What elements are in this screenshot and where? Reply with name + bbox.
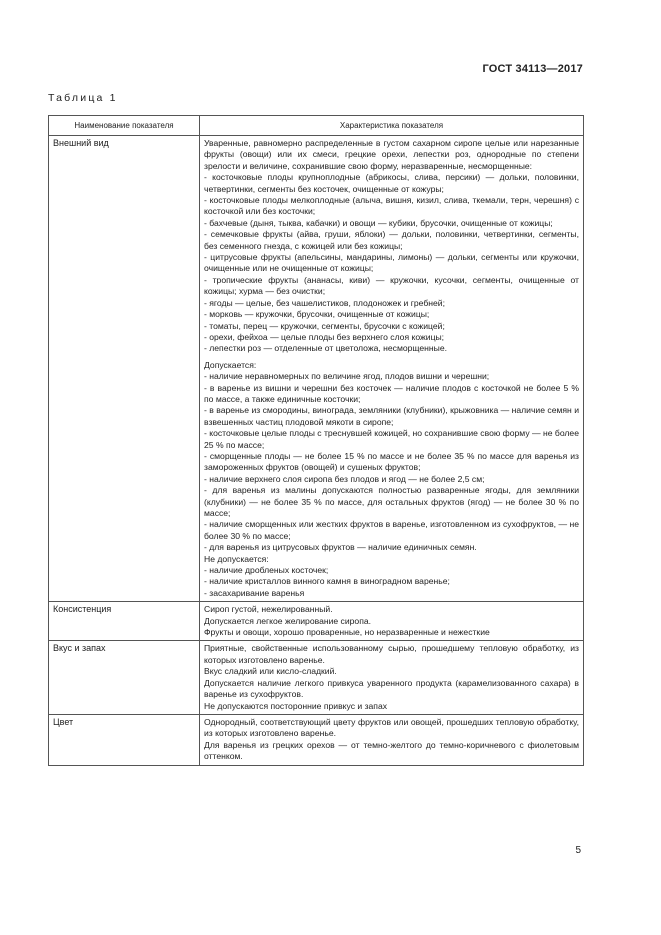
table-header-row <box>49 116 584 136</box>
characteristic-line: Фрукты и овощи, хорошо проваренные, но неразваренные и нежесткие <box>204 627 490 638</box>
characteristic-line: - морковь — кружочки, брусочки, очищенные от кожицы; <box>204 309 430 320</box>
indicator-name: Цвет <box>49 714 200 765</box>
characteristic-line: - наличие дробленых косточек; <box>204 565 329 576</box>
characteristic-line: Допускается наличие легкого привкуса уваренного продукта (карамелизованного сахара) в варенье из сухофруктов. <box>204 677 579 700</box>
characteristic-line: - цитрусовые фрукты (апельсины, мандарины, лимоны) — дольки, сегменты или кружочки, очищенные или не очищенные от кожицы; <box>204 252 579 274</box>
characteristic-line: Допускается легкое желирование сиропа. <box>204 615 372 626</box>
characteristic-line: - наличие верхнего слоя сиропа без плодов и ягод — не более 2,5 см; <box>204 473 485 484</box>
characteristic-line: - бахчевые (дыня, тыква, кабачки) и овощи — кубики, брусочки, очищенные от кожицы; <box>204 217 553 228</box>
characteristic-line: Приятные, свойственные использованному сырью, прошедшему тепловую обработку, из которых изготовлено варенье. <box>204 643 579 665</box>
characteristic-line: - косточковые плоды мелкоплодные (алыча, вишня, кизил, слива, ткемали, терн, черешня) с косточкой или без косточки; <box>204 195 579 217</box>
column-header-characteristic: Характеристика показателя <box>200 116 584 136</box>
page-number: 5 <box>575 845 581 856</box>
characteristic-line: - косточковые плоды крупноплодные (абрикосы, слива, персики) — дольки, половинки, четвертинки, сегменты без косточек, очищенные от кожуры; <box>204 172 579 194</box>
characteristic-line: - лепестки роз — отделенные от цветоложа, несморщенные. <box>204 343 448 354</box>
characteristic-line: - в варенье из вишни и черешни без косточек — наличие плодов с косточкой не более 5 % по массе, а также единичные косточки; <box>204 382 579 404</box>
characteristic-line: Для варенья из грецких орехов — от темно-желтого до темно-коричневого с фиолетовым оттенком. <box>204 739 579 762</box>
characteristic-line: - наличие неравномерных по величине ягод, плодов вишни и черешни; <box>204 371 490 382</box>
characteristic-line: Однородный, соответствующий цвету фруктов или овощей, прошедших тепловую обработку, из которых изготовлено варенье. <box>204 716 579 739</box>
indicator-characteristic <box>200 136 584 602</box>
table-row <box>49 641 584 714</box>
characteristic-line: - в варенье из смородины, винограда, земляники (клубники), крыжовника — наличие семян и взвешенных частиц плодовой мякоти в сиропе; <box>204 405 579 427</box>
characteristic-line: Сироп густой, нежелированный. <box>204 604 333 615</box>
characteristic-line: Вкус сладкий или кисло-сладкий. <box>204 666 337 677</box>
characteristic-line: Допускается: <box>204 359 257 370</box>
indicator-name: Внешний вид <box>49 136 200 602</box>
characteristic-line: - томаты, перец — кружочки, сегменты, брусочки с кожицей; <box>204 320 445 331</box>
characteristic-line: - наличие сморщенных или жестких фруктов в варенье, изготовленном из сухофруктов, — не более 30 % по массе; <box>204 519 579 541</box>
characteristic-line: - для варенья из цитрусовых фруктов — наличие единичных семян. <box>204 542 477 553</box>
indicator-name: Вкус и запах <box>49 641 200 714</box>
characteristic-line: - косточковые целые плоды с треснувшей кожицей, но сохранившие свою форму — не более 25 % по массе; <box>204 428 579 450</box>
characteristic-line: Не допускается: <box>204 553 269 564</box>
characteristic-line: - орехи, фейхоа — целые плоды без верхнего слоя кожицы; <box>204 331 445 342</box>
characteristic-line: - семечковые фрукты (айва, груши, яблоки) — дольки, половинки, четвертинки, сегменты, без семенного гнезда, с кожицей или без кожицы; <box>204 229 579 251</box>
characteristics-table <box>48 115 584 766</box>
standard-designation: ГОСТ 34113—2017 <box>482 63 583 75</box>
indicator-characteristic <box>200 641 584 714</box>
table-caption: Таблица 1 <box>48 92 118 104</box>
table-row <box>49 714 584 765</box>
indicator-characteristic <box>200 602 584 641</box>
characteristic-line: Уваренные, равномерно распределенные в густом сахарном сиропе целые или нарезанные фрукты (овощи) или их смеси, грецкие орехи, лепестки роз, однородные по степени зрелости и величине, сохранившие свою форму, неразваренные, несморщенные: <box>204 138 579 171</box>
characteristic-line: - тропические фрукты (ананасы, киви) — кружочки, кусочки, сегменты, очищенные от кожицы; хурма — без очистки; <box>204 274 579 297</box>
characteristic-line: - засахаривание варенья <box>204 587 305 598</box>
table-row <box>49 602 584 641</box>
characteristic-line: - наличие кристаллов винного камня в виноградном варенье; <box>204 576 450 587</box>
indicator-characteristic <box>200 714 584 765</box>
table-body <box>49 136 584 766</box>
characteristic-line: Не допускаются посторонние привкус и запах <box>204 700 388 711</box>
indicator-name: Консистенция <box>49 602 200 641</box>
characteristic-line: - ягоды — целые, без чашелистиков, плодоножек и гребней; <box>204 297 445 308</box>
column-header-indicator: Наименование показателя <box>49 116 200 136</box>
table-row <box>49 136 584 602</box>
characteristic-line: - для варенья из малины допускаются полностью разваренные ягоды, для земляники (клубники) — не более 35 % по массе, для остальных фруктов (ягод) — не более 30 % по массе; <box>204 485 579 518</box>
characteristic-line: - сморщенные плоды — не более 15 % по массе и не более 35 % по массе для варенья из замороженных фруктов (овощей) и сушеных фруктов; <box>204 450 579 473</box>
